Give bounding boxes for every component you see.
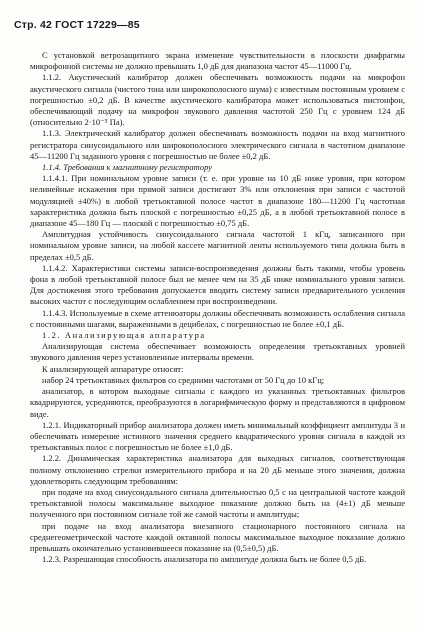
section-heading: 1.2. Анализирующая аппаратура [42, 330, 206, 341]
paragraph: Амплитудная устойчивость синусоидального сигнала частотой 1 кГц, записанного при номинальном уровне записи, на любой кассете магнитной ленты используемого типа должна быть в пределах ±0,5 дБ. [30, 229, 405, 262]
paragraph: при подаче на вход синусоидального сигнала длительностью 0,5 с на центральной частоте каждой третьоктавной полосы максимальное выходное показание должно быть на (4±1) дБ меньше полученного при постоянном сигнале той же самой частоты и амплитуды; [30, 486, 405, 520]
paragraph: 1.1.4.1. При номинальном уровне записи (т. е. при уровне на 10 дБ ниже уровня, при котором нелинейные искажения при прямой записи достигают 3% или отклонения при записи с частотой модуляцией ±40%) в любой третьоктавной полосе частот в диапазоне 180—11200 Гц частотная характеристика должна быть плоской с погрешностью ±0,25 дБ, а в любой третьоктавной полосе в диапазоне 45—180 Гц — плоской с погрешностью ±0,75 дБ. [30, 173, 405, 229]
section-heading: 1.1.4. Требования к магнитному регистратору [42, 162, 212, 173]
document-body [30, 50, 405, 565]
paragraph: 1.2.3. Разрешающая способность анализатора по амплитуде должна быть не более 0,5 дБ. [42, 554, 367, 565]
paragraph: набор 24 третьоктавных фильтров со средними частотами от 50 Гц до 10 кГц; [42, 374, 325, 385]
paragraph: К анализирующей аппаратуре относят: [42, 363, 184, 374]
paragraph: 1.2.1. Индикаторный прибор анализатора должен иметь минимальный коэффициент амплитуды 3 и обеспечивать измерение истинного значения среднего квадратического уровня сигнала в каждой из третьоктавных полос с погрешностью не более ±1,0 дБ. [30, 419, 405, 453]
paragraph: С установкой ветрозащитного экрана изменение чувствительности в плоскости диафрагмы микрофонной системы не должно превышать 1,0 дБ для диапазона частот 45—11000 Гц. [30, 50, 405, 72]
paragraph: 1.1.4.2. Характеристики системы записи-воспроизведения должны быть такими, чтобы уровень фона в любой третьоктавной полосе был не менее чем на 35 дБ ниже номинального уровня записи. Для достижения этого требования допускается вводить систему записи предварительного усиления высоких частот с последующим ослаблением при воспроизведении. [30, 262, 405, 307]
paragraph: 1.2.2. Динамическая характеристика анализатора для выходных сигналов, соответствующая полному отклонению стрелки измерительного прибора и на 20 дБ меньше этого значения, должна удовлетворять следующим требованиям: [30, 453, 405, 486]
page-header: Стр. 42 ГОСТ 17229—85 [14, 19, 140, 31]
paragraph: 1.1.4.3. Используемые в схеме аттенюаторы должны обеспечивать возможность ослабления сигнала с постоянными шагами, выраженными в децибелах, с погрешностью не более ±0,1 дБ. [30, 307, 405, 329]
paragraph: Анализирующая система обеспечивает возможность определения третьоктавных уровней звукового давления через установленные интервалы времени. [30, 341, 405, 363]
paragraph: анализатор, в котором выходные сигналы с каждого из указанных третьоктавных фильтров квадрируются, усредняются, преобразуются в логарифмическую форму и представляются в цифровом виде. [30, 386, 405, 419]
paragraph: 1.1.2. Акустический калибратор должен обеспечивать возможность подачи на микрофон акустического сигнала (чистого тона или широкополосного шума) с известным постоянным уровнем с погрешностью ±0,2 дБ. В качестве акустического калибратора может использоваться пистонфон, обеспечивающий подачу на микрофон звукового давления частотой 250 Гц с уровнем 124 дБ (относительно 2·10⁻⁵ Па). [30, 72, 405, 128]
paragraph: 1.1.3. Электрический калибратор должен обеспечивать возможность подачи на вход магнитного регистратора синусоидального или широкополосного электрического сигнала в частотном диапазоне 45—11200 Гц заданного уровня с погрешностью не более ±0,2 дБ. [30, 128, 405, 161]
paragraph: при подаче на вход анализатора внезапного стационарного постоянного сигнала на среднегеометрической частоте каждой октавной полосы максимальное выходное показание должно превышать окончательно установившееся показание на (0,5±0,5) дБ. [30, 520, 405, 553]
